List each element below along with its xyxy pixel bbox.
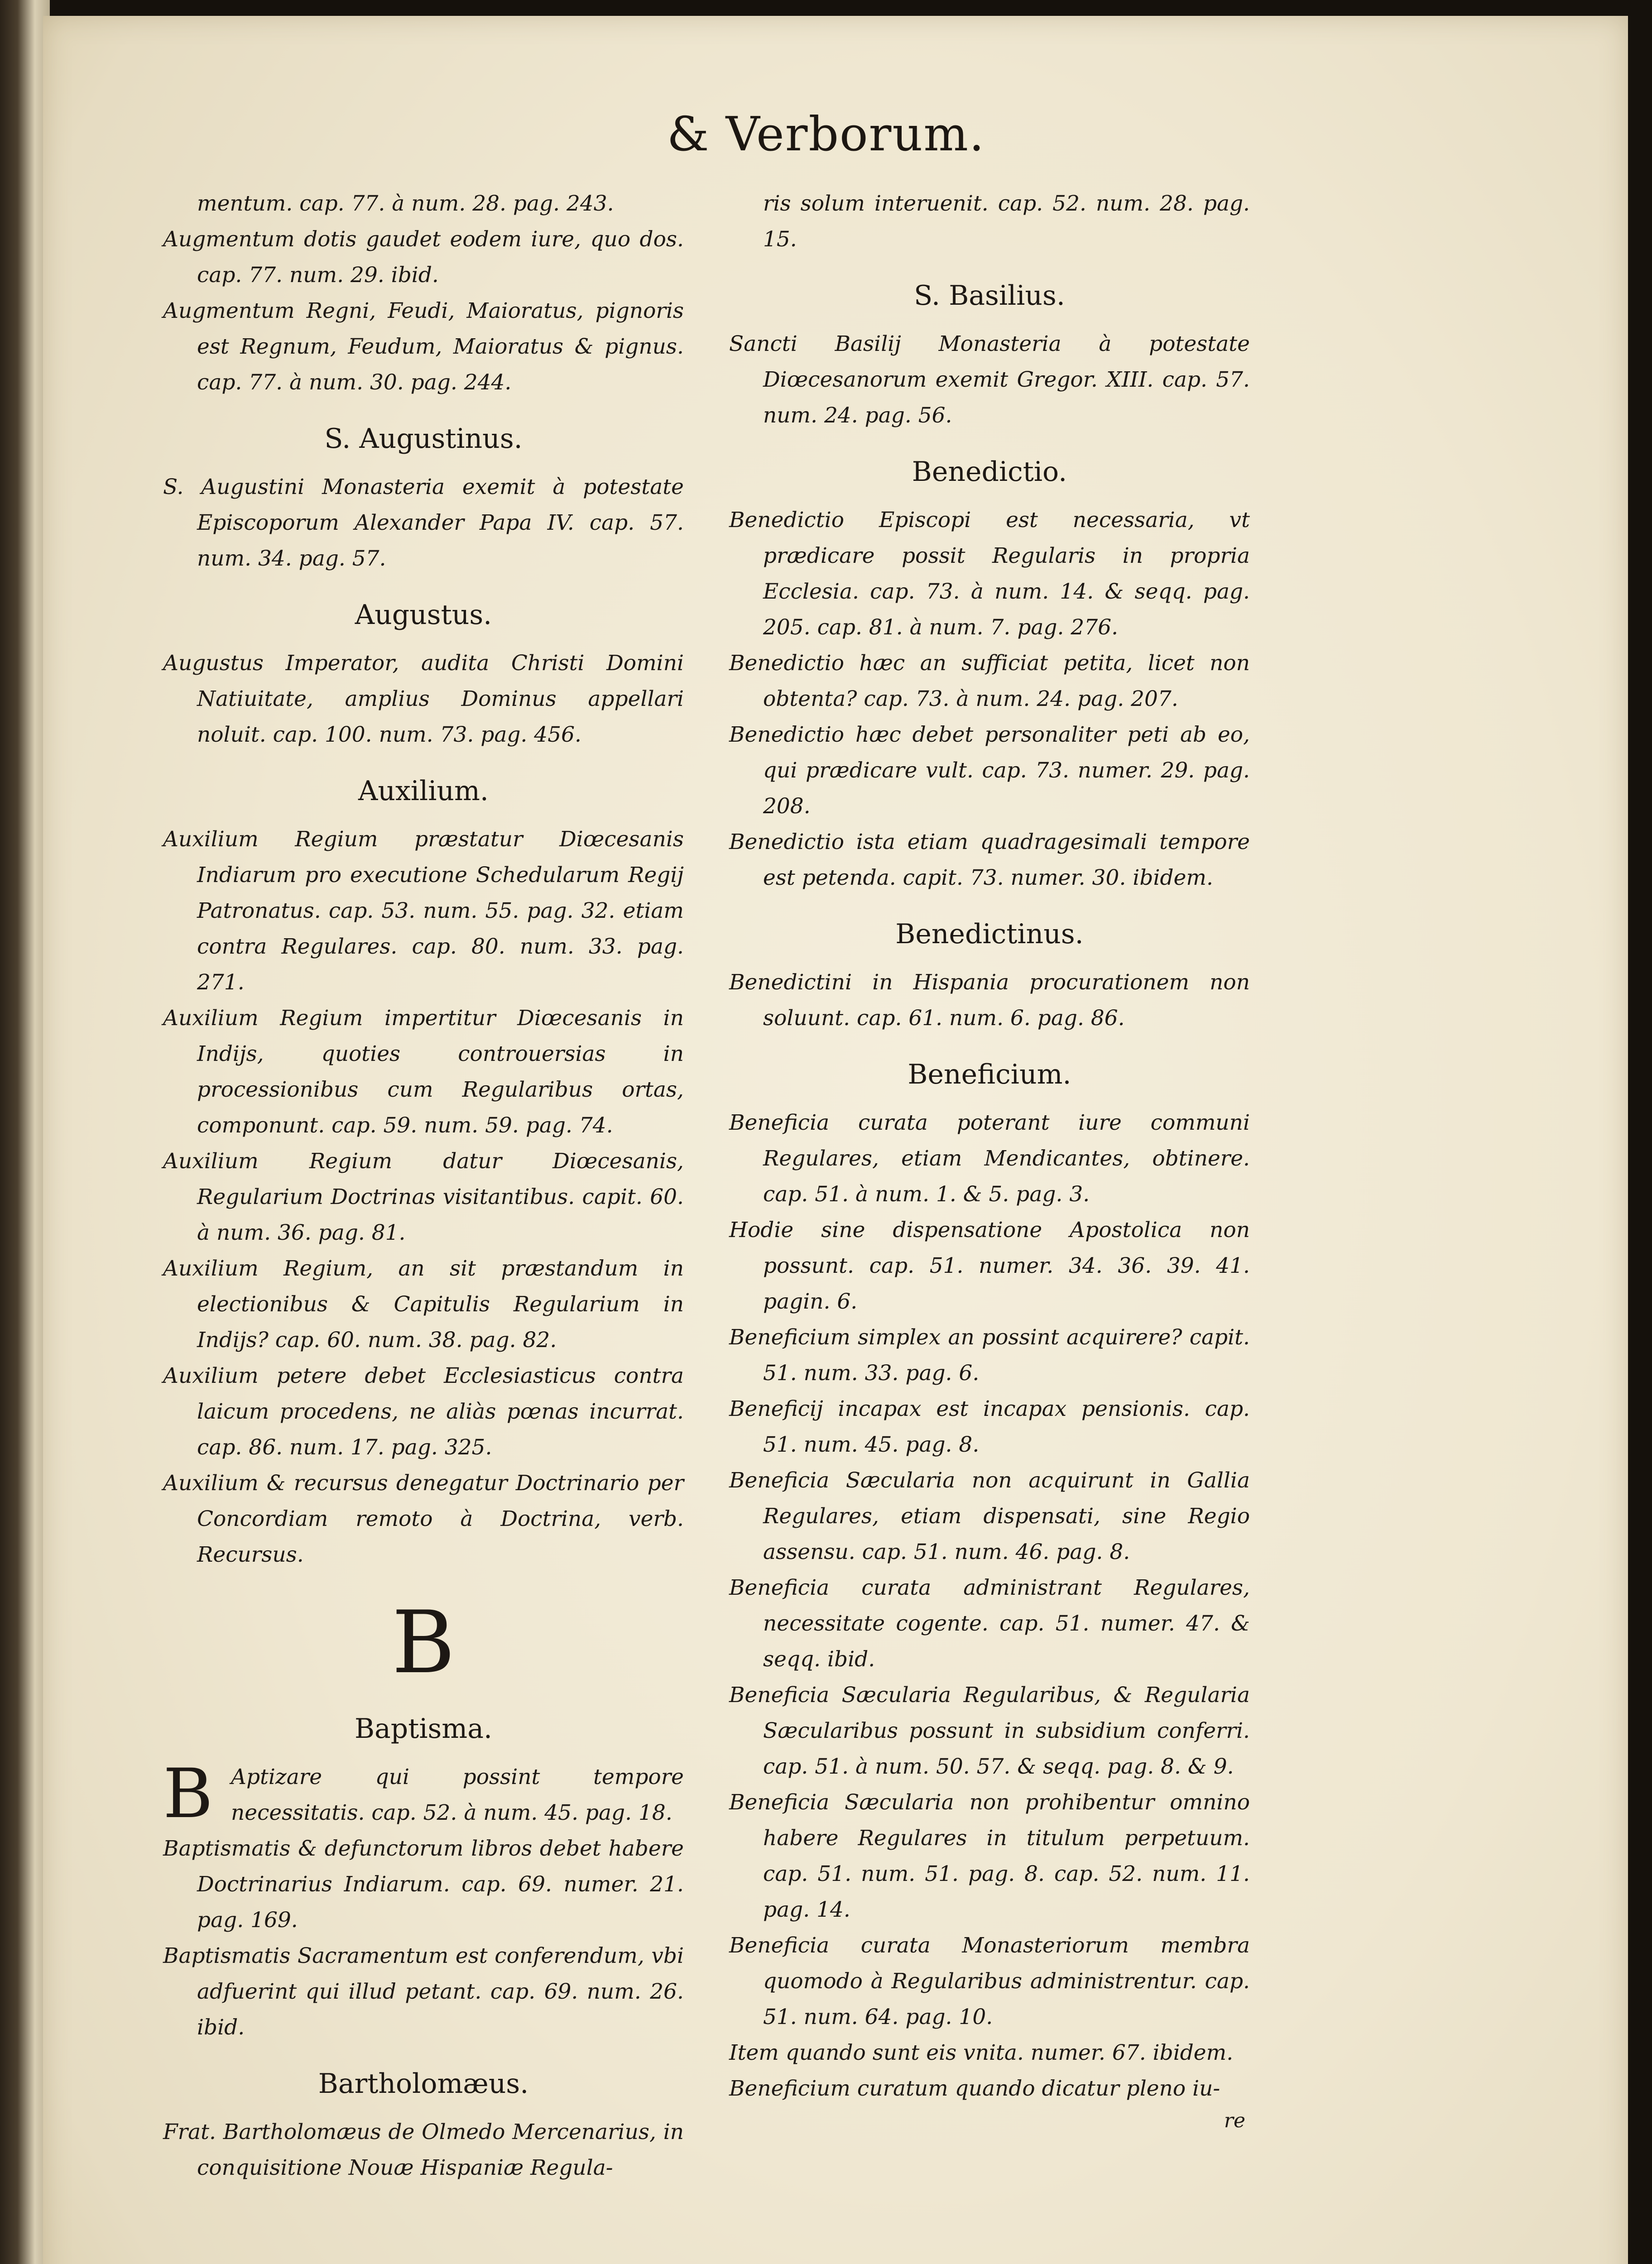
catchword: re: [1224, 2109, 1245, 2132]
index-entry: Auxilium & recursus denegatur Doctrinario per Concordiam remoto à Doctrina, verb. Recursus.: [163, 1471, 684, 1567]
index-entry: Beneficium curatum quando dicatur pleno iu-: [729, 2076, 1220, 2101]
index-heading: Augustus.: [355, 599, 492, 631]
running-head: & Verborum.: [667, 106, 985, 162]
continued-entry: ris solum interuenit. cap. 52. num. 28. pag. 15.: [763, 191, 1250, 252]
drop-cap-letter: B: [163, 1755, 213, 1833]
adjacent-page-edge: [0, 0, 50, 2264]
index-heading: S. Basilius.: [914, 280, 1065, 312]
index-entry: Augustus Imperator, audita Christi Domini Natiuitate, amplius Dominus appellari noluit. cap. 100. num. 73. pag. 456.: [163, 651, 684, 747]
index-entry: Beneficia curata poterant iure communi Regulares, etiam Mendicantes, obtinere. cap. 51. à num. 1. & 5. pag. 3.: [729, 1110, 1250, 1207]
index-entry: Beneficia curata administrant Regulares, necessitate cogente. cap. 51. numer. 47. & seqq. ibid.: [729, 1575, 1250, 1672]
index-heading: Auxilium.: [358, 775, 489, 807]
index-entry: Auxilium Regium impertitur Diœcesanis in Indijs, quoties controuersias in processionibus cum Regularibus ortas, componunt. cap. 59. num. 59. pag. 74.: [163, 1006, 684, 1138]
index-heading: Baptisma.: [354, 1713, 493, 1745]
index-entry: [163, 1755, 684, 1833]
index-entry: Beneficia curata Monasteriorum membra quomodo à Regularibus administrentur. cap. 51. num. 64. pag. 10.: [729, 1933, 1250, 2029]
index-entry: Beneficij incapax est incapax pensionis. cap. 51. num. 45. pag. 8.: [729, 1396, 1250, 1457]
index-heading: Benedictinus.: [895, 918, 1084, 950]
right-column: [729, 186, 1250, 2132]
left-column: [163, 186, 684, 2186]
index-entry: Hodie sine dispensatione Apostolica non possunt. cap. 51. numer. 34. 36. 39. 41. pagin. 6.: [729, 1218, 1250, 1314]
index-entry: Auxilium Regium, an sit præstandum in electionibus & Capitulis Regularium in Indijs? cap. 60. num. 38. pag. 82.: [163, 1256, 684, 1353]
index-entry: Beneficia Sæcularia non prohibentur omnino habere Regulares in titulum perpetuum. cap. 51. num. 51. pag. 8. cap. 52. num. 11. pag. 14.: [729, 1790, 1250, 1922]
index-entry: Benedictio hæc debet personaliter peti ab eo, qui prædicare vult. cap. 73. numer. 29. pag. 208.: [729, 722, 1250, 819]
index-entry: Sancti Basilij Monasteria à potestate Diœcesanorum exemit Gregor. XIII. cap. 57. num. 24. pag. 56.: [729, 331, 1250, 428]
entry-text: Aptizare qui possint tempore necessitatis. cap. 52. à num. 45. pag. 18.: [231, 1765, 684, 1825]
index-entry: Item quando sunt eis vnita. numer. 67. ibidem.: [729, 2040, 1234, 2065]
section-letter: B: [392, 1592, 455, 1693]
index-entry: Benedictio Episcopi est necessaria, vt prædicare possit Regularis in propria Ecclesia. cap. 73. à num. 14. & seqq. pag. 205. cap. 81. à num. 7. pag. 276.: [729, 508, 1250, 640]
index-entry: Augmentum Regni, Feudi, Maioratus, pignoris est Regnum, Feudum, Maioratus & pignus. cap. 77. à num. 30. pag. 244.: [163, 298, 684, 395]
index-entry: Auxilium petere debet Ecclesiasticus contra laicum procedens, ne aliàs pœnas incurrat. cap. 86. num. 17. pag. 325.: [163, 1363, 684, 1460]
index-entry: Beneficium simplex an possint acquirere? capit. 51. num. 33. pag. 6.: [729, 1325, 1250, 1386]
index-heading: Benedictio.: [912, 456, 1067, 488]
index-heading: Bartholomæus.: [318, 2068, 529, 2100]
index-entry: S. Augustini Monasteria exemit à potestate Episcoporum Alexander Papa IV. cap. 57. num. 34. pag. 57.: [163, 475, 684, 571]
index-heading: S. Augustinus.: [324, 423, 523, 455]
index-entry: Auxilium Regium datur Diœcesanis, Regularium Doctrinas visitantibus. capit. 60. à num. 36. pag. 81.: [163, 1149, 684, 1245]
index-entry: Beneficia Sæcularia non acquirunt in Gallia Regulares, etiam dispensati, sine Regio assensu. cap. 51. num. 46. pag. 8.: [729, 1468, 1250, 1564]
index-entry: Baptismatis Sacramentum est conferendum, vbi adfuerint qui illud petant. cap. 69. num. 26. ibid.: [163, 1943, 684, 2040]
index-entry: Benedictio hæc an sufficiat petita, licet non obtenta? cap. 73. à num. 24. pag. 207.: [729, 651, 1250, 711]
index-entry: Baptismatis & defunctorum libros debet habere Doctrinarius Indiarum. cap. 69. numer. 21. pag. 169.: [163, 1836, 684, 1933]
continued-entry: mentum. cap. 77. à num. 28. pag. 243.: [197, 191, 614, 216]
index-entry: Benedictini in Hispania procurationem non soluunt. cap. 61. num. 6. pag. 86.: [729, 970, 1250, 1031]
index-heading: Beneficium.: [908, 1059, 1071, 1090]
index-entry: Frat. Bartholomæus de Olmedo Mercenarius, in conquisitione Nouæ Hispaniæ Regula-: [163, 2120, 684, 2180]
index-entry: Auxilium Regium præstatur Diœcesanis Indiarum pro executione Schedularum Regij Patronatus. cap. 53. num. 55. pag. 32. etiam contra Regulares. cap. 80. num. 33. pag. 271.: [163, 827, 684, 995]
index-entry: Benedictio ista etiam quadragesimali tempore est petenda. capit. 73. numer. 30. ibidem.: [729, 830, 1250, 890]
index-entry: Beneficia Sæcularia Regularibus, & Regularia Sæcularibus possunt in subsidium conferri. cap. 51. à num. 50. 57. & seqq. pag. 8. & 9.: [729, 1683, 1250, 1779]
index-entry: Augmentum dotis gaudet eodem iure, quo dos. cap. 77. num. 29. ibid.: [163, 227, 684, 288]
